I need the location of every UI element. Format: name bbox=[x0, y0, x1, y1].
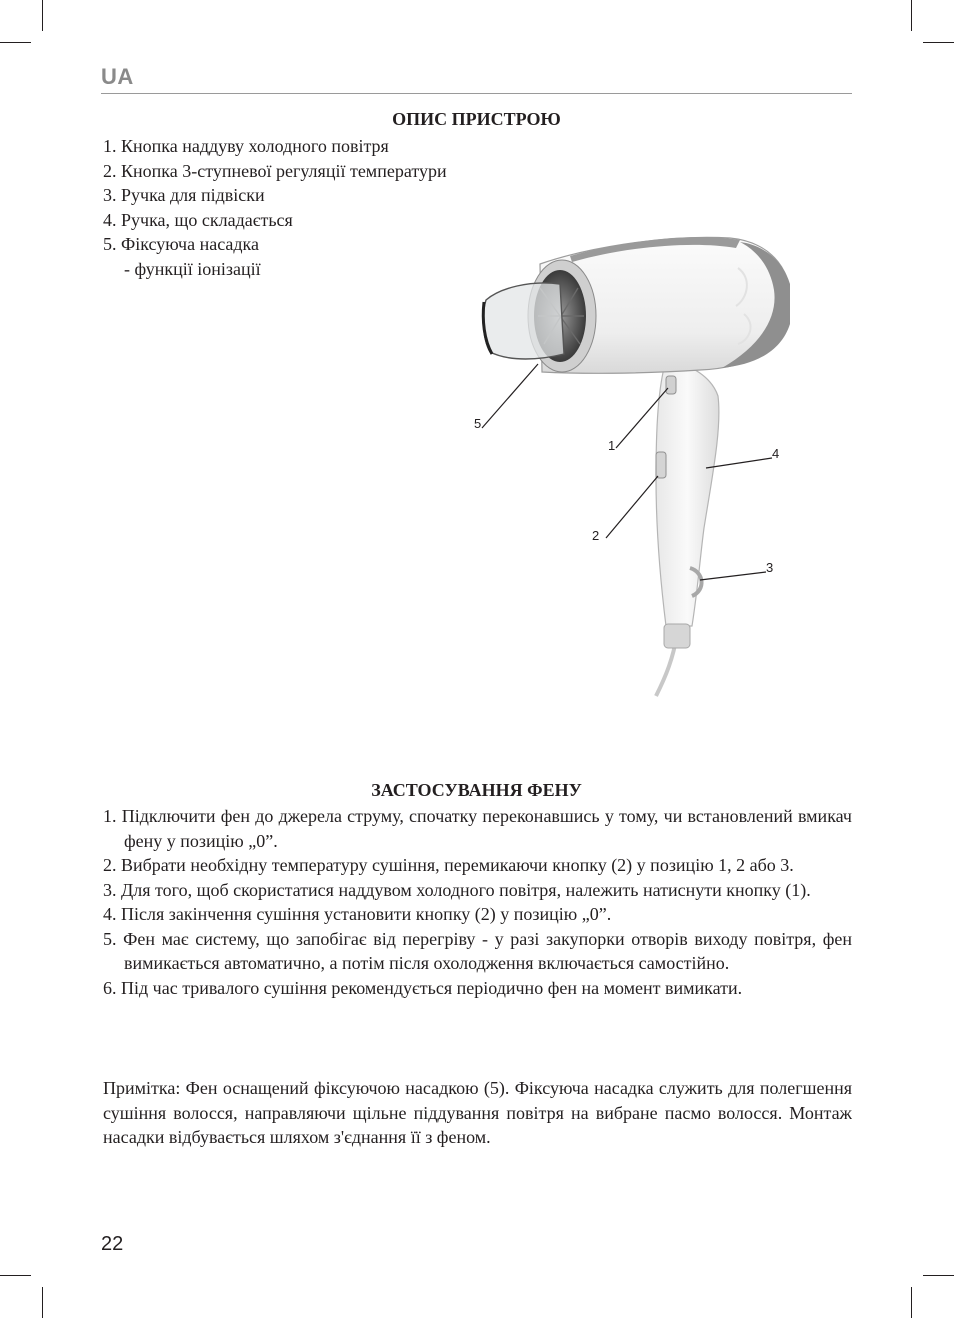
callout-line-2 bbox=[606, 476, 658, 538]
parts-list-item: 4. Ручка, що складається bbox=[103, 209, 293, 230]
cool-shot-button-graphic bbox=[666, 376, 676, 394]
usage-list bbox=[103, 804, 852, 1000]
usage-title: ЗАСТОСУВАННЯ ФЕНУ bbox=[371, 780, 582, 800]
callout-label-4: 4 bbox=[772, 446, 780, 461]
crop-mark-tr-v bbox=[911, 0, 912, 31]
parts-list-item: 2. Кнопка 3-ступневої регуляції температури bbox=[103, 160, 447, 181]
callout-label-3: 3 bbox=[766, 560, 774, 575]
usage-list-item: 6. Під час тривалого сушіння рекомендується періодично фен на момент вимикати. bbox=[103, 977, 743, 998]
crop-mark-tl-h bbox=[0, 42, 31, 43]
parts-list-item: 3. Ручка для підвіски bbox=[103, 185, 265, 205]
parts-list-subitem: - функції іонізації bbox=[124, 258, 261, 279]
heat-switch-graphic bbox=[656, 452, 666, 478]
crop-mark-br-h bbox=[923, 1275, 954, 1276]
hair-dryer-illustration bbox=[460, 228, 790, 698]
crop-mark-tl-v bbox=[42, 0, 43, 31]
callout-line-5 bbox=[482, 364, 538, 428]
usage-list-item: 3. Для того, щоб скористатися наддувом холодного повітря, належить натиснути кнопку (1). bbox=[103, 879, 811, 900]
crop-mark-bl-h bbox=[0, 1275, 31, 1276]
callout-label-1: 1 bbox=[608, 438, 616, 453]
callout-label-5: 5 bbox=[474, 416, 482, 431]
usage-list-item: 5. Фен має систему, що запобігає від перегріву - у разі закупорки отворів виходу повітря, фен вимикається автоматично, а потім після охолодження включається самостійно. bbox=[103, 928, 852, 973]
parts-list-item: 1. Кнопка наддуву холодного повітря bbox=[103, 136, 389, 156]
crop-mark-tr-h bbox=[923, 42, 954, 43]
usage-note: Примітка: Фен оснащений фіксуючою насадкою (5). Фіксуюча насадка служить для полегшення сушіння волосся, направляючи щільне піддування повітря на вибране пасмо волосся. Монтаж насадки відбувається шляхом з'єднання її з феном. bbox=[103, 1078, 852, 1147]
header-rule bbox=[101, 93, 852, 94]
callout-line-4 bbox=[706, 458, 772, 468]
nozzle bbox=[483, 283, 564, 359]
description-title: ОПИС ПРИСТРОЮ bbox=[392, 109, 561, 129]
folding-handle bbox=[656, 360, 719, 626]
usage-list-item: 2. Вибрати необхідну температуру сушіння, перемикаючи кнопку (2) у позицію 1, 2 або 3. bbox=[103, 855, 794, 875]
page-number: 22 bbox=[101, 1233, 124, 1255]
callout-label-2: 2 bbox=[592, 528, 600, 543]
crop-mark-br-v bbox=[911, 1287, 912, 1318]
parts-list-item: 5. Фіксуюча насадка bbox=[103, 234, 260, 254]
crop-mark-bl-v bbox=[42, 1287, 43, 1318]
callout-line-3 bbox=[700, 572, 766, 580]
usage-list-item: 4. Після закінчення сушіння установити кнопку (2) у позицію „0”. bbox=[103, 904, 612, 924]
parts-list bbox=[103, 134, 447, 281]
cord-relief bbox=[664, 624, 690, 648]
language-code: UA bbox=[101, 64, 134, 89]
usage-list-item: 1. Підключити фен до джерела струму, спочатку переконавшись у тому, чи встановлений вмикач фену у позицію „0”. bbox=[103, 806, 852, 851]
